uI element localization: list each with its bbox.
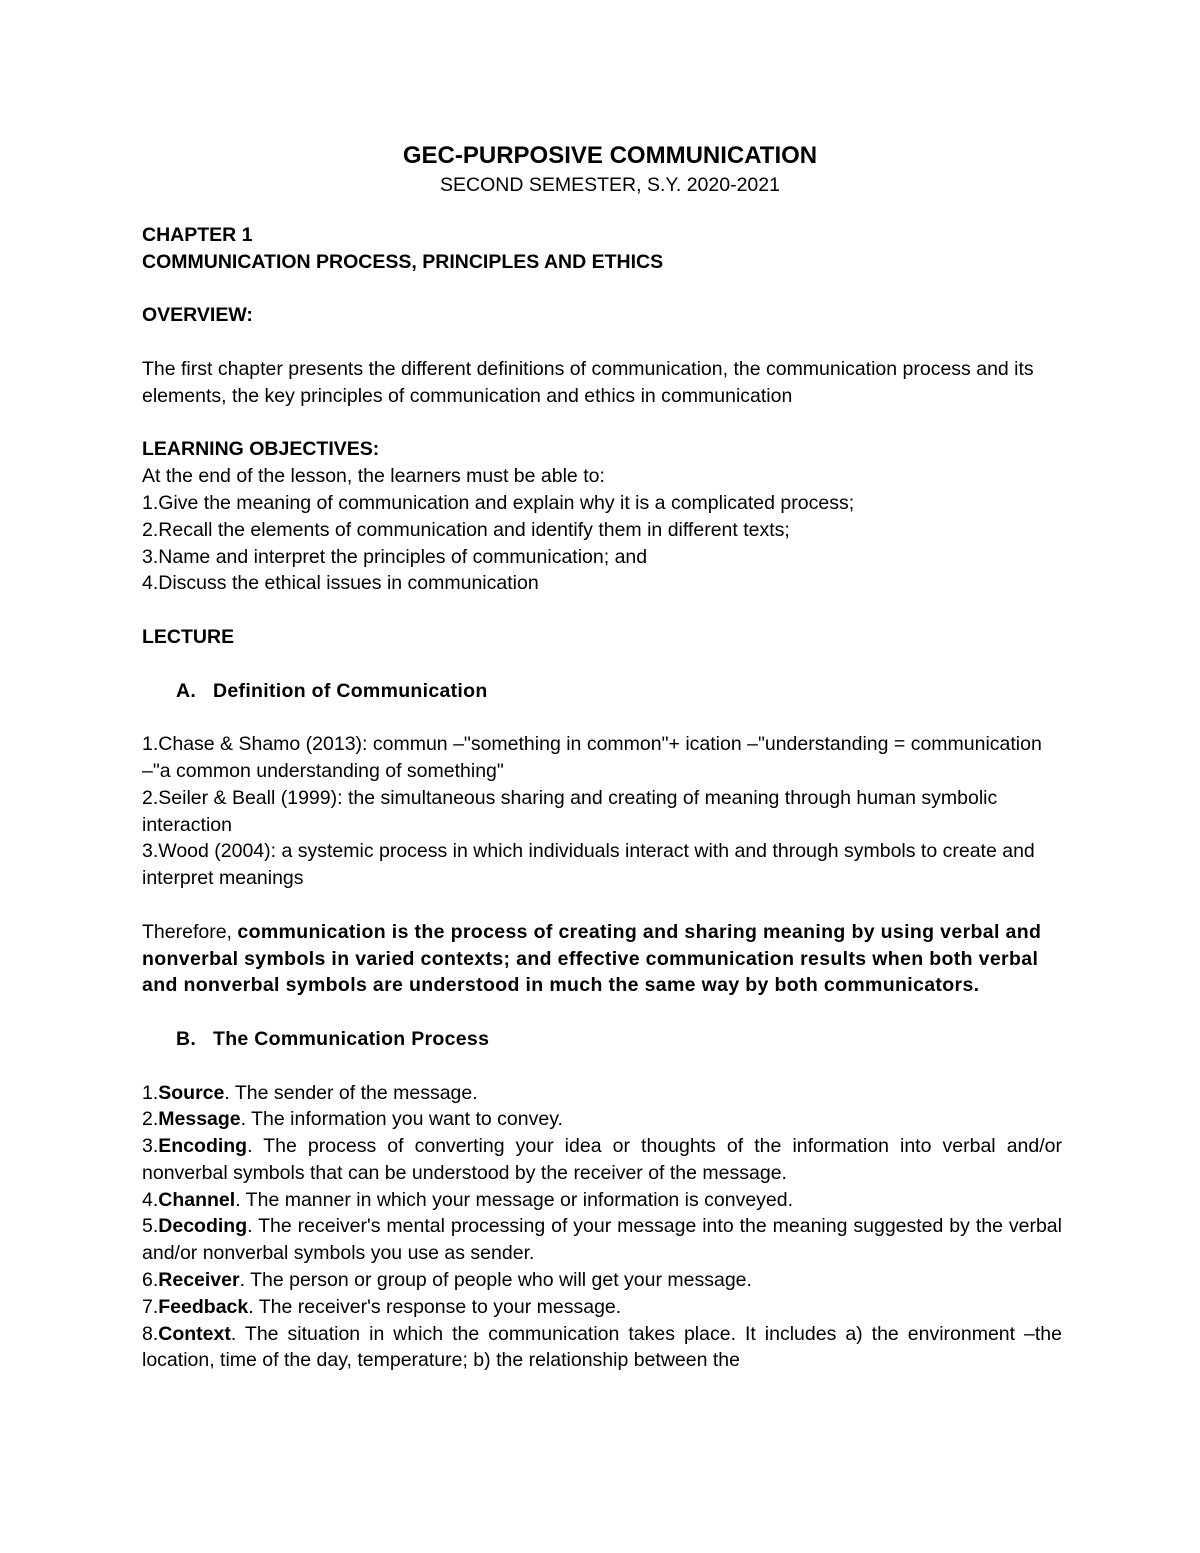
objective-item: 4.Discuss the ethical issues in communication <box>142 572 539 595</box>
section-a-title: Definition of Communication <box>213 679 488 702</box>
process-item-term: Feedback <box>158 1295 249 1318</box>
process-item <box>142 1133 1062 1187</box>
document-subtitle: SECOND SEMESTER, S.Y. 2020-2021 <box>440 174 780 196</box>
definition-item: 2.Seiler & Beall (1999): the simultaneous sharing and creating of meaning through human symbolic interaction <box>142 786 998 836</box>
process-item <box>142 1294 1062 1321</box>
overview-heading: OVERVIEW: <box>142 304 253 327</box>
objectives-intro: At the end of the lesson, the learners must be able to: <box>142 465 605 488</box>
process-item-number: 7. <box>142 1295 159 1318</box>
document-title: GEC-PURPOSIVE COMMUNICATION <box>402 142 818 169</box>
process-item-text: . The situation in which the communication takes place. It includes a) the environment –the location, time of the day, temperature; b) the relationship between the <box>142 1322 1062 1372</box>
lecture-heading: LECTURE <box>142 625 235 648</box>
process-item-text: . The manner in which your message or information is conveyed. <box>235 1188 794 1211</box>
process-item-term: Receiver <box>158 1269 240 1292</box>
process-item-text: . The sender of the message. <box>224 1081 478 1104</box>
process-item-number: 8. <box>142 1322 159 1345</box>
process-item-term: Source <box>158 1081 225 1104</box>
process-item-term: Decoding <box>158 1215 248 1238</box>
definition-item: 1.Chase & Shamo (2013): commun –"something in common"+ ication –"understanding = communication –"a common understanding of something" <box>142 733 1042 782</box>
process-item <box>142 1267 1062 1294</box>
process-item-text: . The receiver's mental processing of your message into the meaning suggested by the verbal and/or nonverbal symbols you use as sender. <box>142 1215 1062 1265</box>
section-b-heading <box>142 1026 1062 1053</box>
process-item-number: 1. <box>142 1081 159 1104</box>
section-b-letter: B. <box>176 1027 197 1050</box>
process-item <box>142 1321 1062 1375</box>
objectives-heading: LEARNING OBJECTIVES: <box>142 438 380 461</box>
definition-conclusion <box>142 919 1062 999</box>
objective-item: 1.Give the meaning of communication and explain why it is a complicated process; <box>142 491 855 514</box>
process-item <box>142 1106 1062 1133</box>
process-item <box>142 1187 1062 1214</box>
process-item-number: 2. <box>142 1108 159 1131</box>
process-item-number: 4. <box>142 1188 159 1211</box>
process-item-number: 6. <box>142 1269 159 1292</box>
chapter-label: CHAPTER 1 <box>142 224 253 246</box>
process-item <box>142 1080 1062 1107</box>
section-a-letter: A. <box>176 679 197 702</box>
process-item-term: Channel <box>158 1188 236 1211</box>
objective-item: 2.Recall the elements of communication and identify them in different texts; <box>142 518 790 541</box>
process-item-text: . The receiver's response to your message. <box>248 1295 622 1318</box>
section-a-heading <box>142 678 1062 705</box>
section-b-title: The Communication Process <box>213 1027 490 1050</box>
definition-item: 3.Wood (2004): a systemic process in which individuals interact with and through symbols to create and interpret meanings <box>142 840 1035 890</box>
process-item-number: 3. <box>142 1135 159 1158</box>
process-item-text: . The process of converting your idea or thoughts of the information into verbal and/or nonverbal symbols that can be understood by the receiver of the message. <box>142 1135 1062 1184</box>
process-item <box>142 1213 1062 1267</box>
conclusion-prefix: Therefore, <box>142 920 238 943</box>
chapter-title: COMMUNICATION PROCESS, PRINCIPLES AND ETHICS <box>142 250 664 273</box>
conclusion-bold-text: communication is the process of creating and sharing meaning by using verbal and nonverbal symbols in varied contexts; and effective communication results when both verbal and nonverbal symbols are understood in much the same way by both communicators. <box>142 920 1042 997</box>
process-item-text: . The information you want to convey. <box>240 1108 563 1131</box>
objective-item: 3.Name and interpret the principles of communication; and <box>142 545 648 568</box>
process-item-term: Encoding <box>158 1135 248 1158</box>
document-content <box>142 140 1062 1374</box>
overview-text: The first chapter presents the different definitions of communication, the communication process and its elements, the key principles of communication and ethics in communication <box>142 357 1034 407</box>
process-item-term: Context <box>158 1322 231 1345</box>
process-item-number: 5. <box>142 1215 159 1238</box>
process-item-term: Message <box>158 1108 241 1131</box>
process-item-text: . The person or group of people who will get your message. <box>239 1269 752 1292</box>
